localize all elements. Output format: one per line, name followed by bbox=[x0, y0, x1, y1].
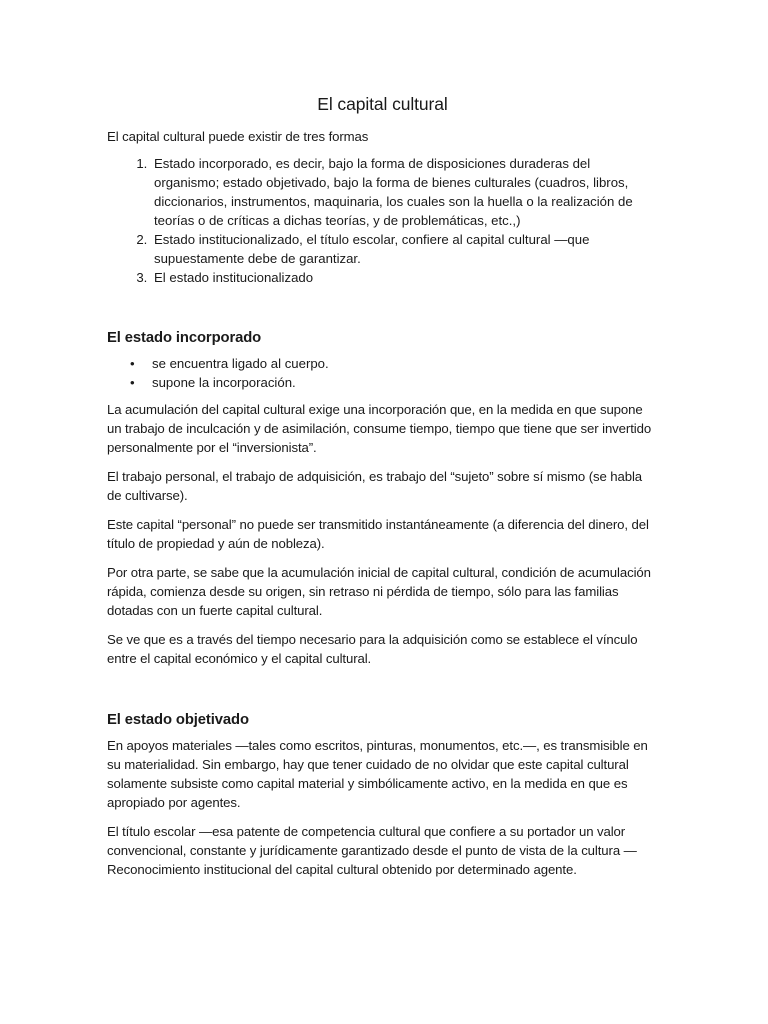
section-heading: El estado objetivado bbox=[107, 712, 249, 728]
list-item-text: se encuentra ligado al cuerpo. bbox=[152, 356, 329, 371]
paragraph: El título escolar —esa patente de competencia cultural que confiere a su portador un valor convencional, constante y jurídicamente garantizado desde el punto de vista de la cultura — Reconocimiento institucional del capital cultural obtenido por determinado agente. bbox=[107, 824, 637, 877]
list-item bbox=[130, 354, 658, 373]
section-estado-objetivado bbox=[107, 712, 658, 879]
section-estado-incorporado bbox=[107, 330, 658, 668]
list-item: 3. El estado institucionalizado bbox=[151, 268, 658, 287]
paragraph: Por otra parte, se sabe que la acumulación inicial de capital cultural, condición de acumulación rápida, comienza desde su origen, sin retraso ni pérdida de tiempo, sólo para las familias dotadas con un fuerte capital cultural. bbox=[107, 565, 651, 618]
paragraph: El trabajo personal, el trabajo de adquisición, es trabajo del “sujeto” sobre sí mismo (se habla de cultivarse). bbox=[107, 469, 643, 503]
section-heading: El estado incorporado bbox=[107, 330, 262, 346]
list-item: 2. Estado institucionalizado, el título escolar, confiere al capital cultural —que supuestamente debe de garantizar. bbox=[151, 230, 658, 268]
list-item-text: supone la incorporación. bbox=[152, 375, 296, 390]
paragraph: La acumulación del capital cultural exige una incorporación que, en la medida en que supone un trabajo de inculcación y de asimilación, consume tiempo, tiempo que tiene que ser invertido personalmente por el “inversionista”. bbox=[107, 402, 652, 455]
paragraph: En apoyos materiales —tales como escritos, pinturas, monumentos, etc.—, es transmisible en su materialidad. Sin embargo, hay que tener cuidado de no olvidar que este capital cultural solamente subsiste como capital material y simbólicamente activo, en la medida en que es apropiado por agentes. bbox=[107, 738, 648, 810]
bullet-icon: • bbox=[130, 356, 135, 371]
bullet-list bbox=[107, 354, 658, 392]
paragraph: Se ve que es a través del tiempo necesario para la adquisición como se establece el vínculo entre el capital económico y el capital cultural. bbox=[107, 632, 638, 666]
paragraph: Este capital “personal” no puede ser transmitido instantáneamente (a diferencia del dinero, del título de propiedad y aún de nobleza). bbox=[107, 517, 649, 551]
list-item bbox=[130, 373, 658, 392]
list-item: 1. Estado incorporado, es decir, bajo la forma de disposiciones duraderas del organismo; estado objetivado, bajo la forma de bienes culturales (cuadros, libros, diccionarios, instrumentos, maquinaria, los cuales son la huella o la realización de teorías o de críticas a dichas teorías, y de problemáticas, etc.,) bbox=[151, 154, 658, 230]
forms-list bbox=[107, 154, 658, 287]
document-title: El capital cultural bbox=[317, 94, 448, 114]
intro-text: El capital cultural puede existir de tres formas bbox=[107, 129, 369, 144]
bullet-icon: • bbox=[130, 375, 135, 390]
